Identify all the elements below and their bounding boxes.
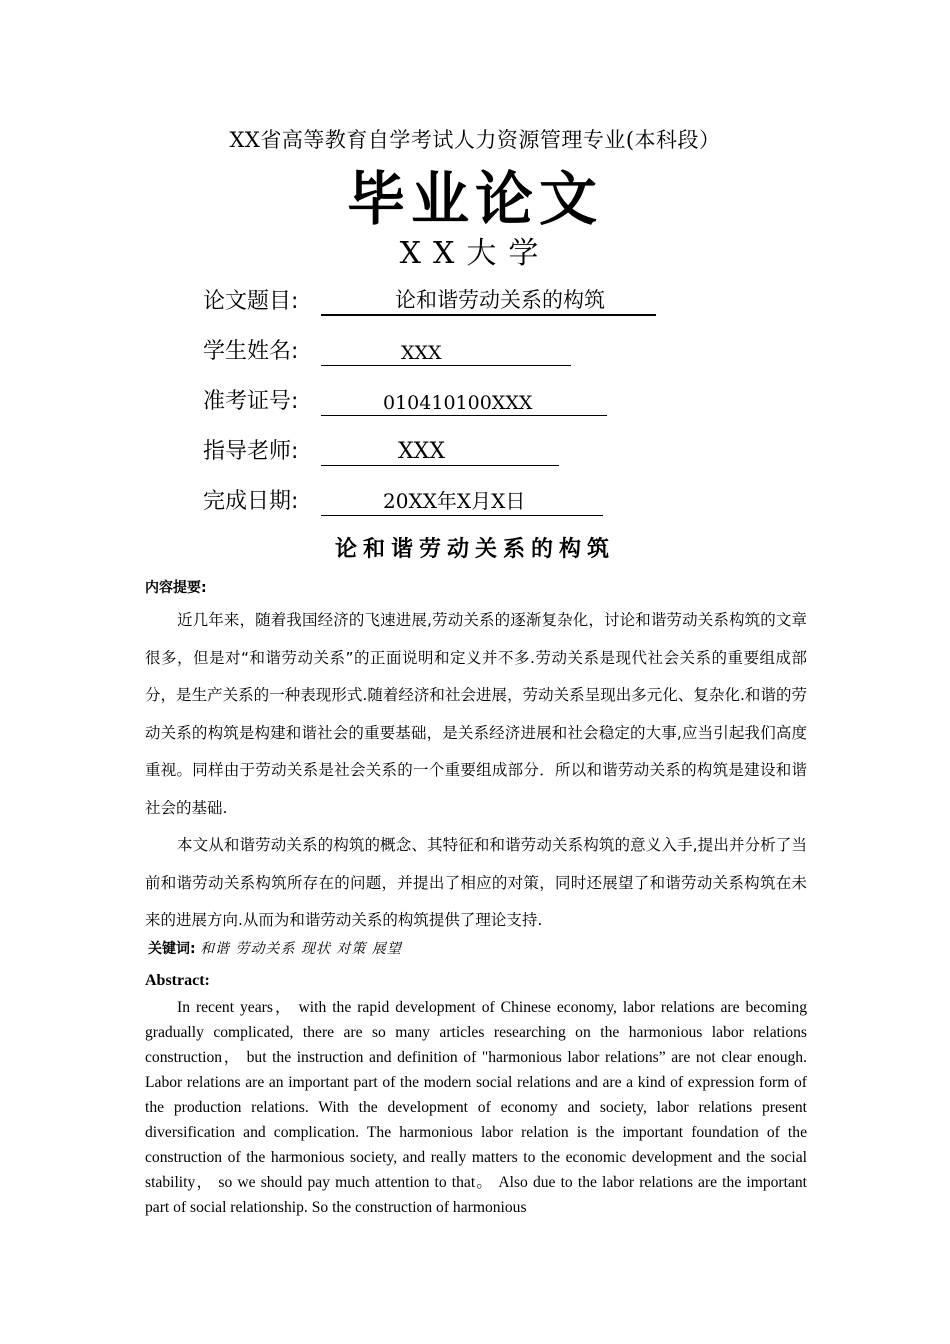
advisor-label: 指导老师: xyxy=(203,439,299,464)
date-value: 20XX年X月X日 xyxy=(383,489,526,513)
exam-id-underline xyxy=(321,415,607,416)
advisor-value: XXX xyxy=(398,439,445,464)
exam-id-value: 010410100XXX xyxy=(383,392,533,414)
university-name: XX大学 xyxy=(399,236,551,271)
thesis-title: 论和谐劳动关系的构筑 xyxy=(334,537,615,562)
name-value: XXX xyxy=(401,342,442,364)
info-row-name xyxy=(203,334,583,368)
keywords-list: 和谐 劳动关系 现状 对策 展望 xyxy=(200,941,402,957)
name-label: 学生姓名: xyxy=(203,339,299,364)
summary-paragraph-2: 本文从和谐劳动关系的构筑的概念、其特征和和谐劳动关系构筑的意义入手,提出并分析了当前和谐劳动关系构筑所存在的问题，并提出了相应的对策，同时还展望了和谐劳动关系构筑在未来的进展方向.从而为和谐劳动关系的构筑提供了理论支持. xyxy=(145,836,807,929)
name-underline xyxy=(321,365,571,366)
date-underline xyxy=(321,515,603,516)
summary-label: 内容提要: xyxy=(145,580,207,596)
abstract-label: Abstract: xyxy=(145,972,210,989)
exam-id-label: 准考证号: xyxy=(203,389,299,414)
info-row-advisor xyxy=(203,434,583,468)
title-label: 论文题目: xyxy=(203,289,299,314)
title-underline xyxy=(321,314,656,316)
date-label: 完成日期: xyxy=(203,489,299,514)
info-row-date xyxy=(203,484,623,518)
advisor-underline xyxy=(321,465,559,466)
main-title: 毕业论文 xyxy=(346,165,603,233)
keywords-line xyxy=(148,938,402,958)
info-row-exam-id xyxy=(203,384,623,418)
abstract-paragraph: In recent years， with the rapid development of Chinese economy, labor relations are becoming gradually complicated, there are so many articles researching on the harmonious labor relations construction， but the instruction and definition of "harmonious labor relations” are not clear enough. Labor relations are an important part of the modern social relations and are a kind of expression form of the production relations. With the development of economy and society, labor relations present diversification and complication. The harmonious labor relation is the important foundation of the construction of the harmonious society, and really matters to the economic development and the social stability， so we should pay much attention to that。 Also due to the labor relations are the important part of social relationship. So the construction of harmonious xyxy=(145,999,807,1216)
info-row-title xyxy=(203,284,663,318)
exam-header-line: XX省高等教育自学考试人力资源管理专业(本科段） xyxy=(229,128,721,152)
summary-paragraph-1: 近几年来，随着我国经济的飞速进展,劳动关系的逐渐复杂化，讨论和谐劳动关系构筑的文章很多，但是对“和谐劳动关系”的正面说明和定义并不多.劳动关系是现代社会关系的重要组成部分，是生产关系的一种表现形式.随着经济和社会进展，劳动关系呈现出多元化、复杂化.和谐的劳动关系的构筑是构建和谐社会的重要基础，是关系经济进展和社会稳定的大事,应当引起我们高度重视。同样由于劳动关系是社会关系的一个重要组成部分．所以和谐劳动关系的构筑是建设和谐社会的基础. xyxy=(145,611,807,817)
keywords-label: 关键词: xyxy=(148,941,196,957)
title-value: 论和谐劳动关系的构筑 xyxy=(395,288,605,312)
